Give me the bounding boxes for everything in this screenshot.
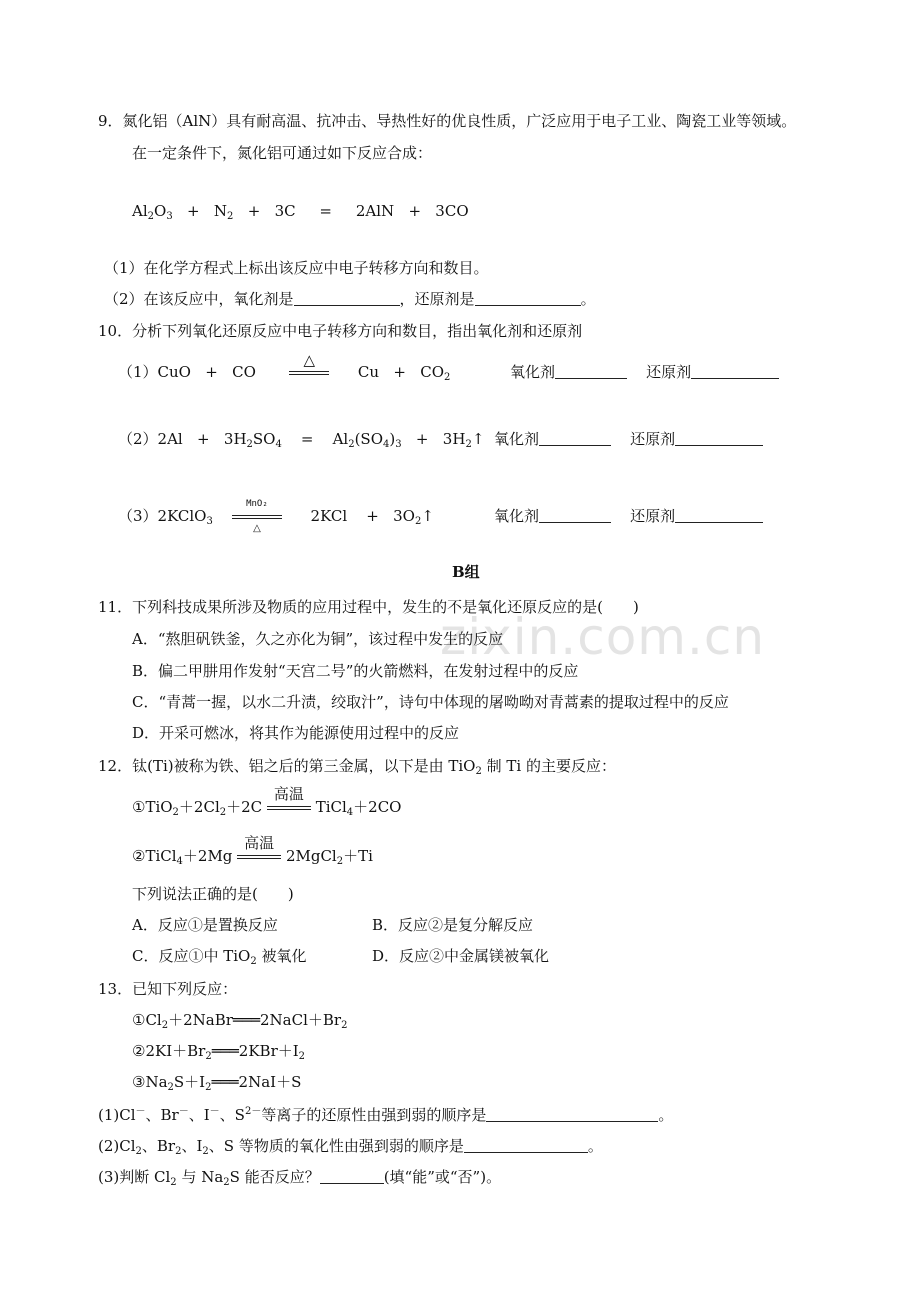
q12-option-c-text: C．反应①中 TiO: [132, 947, 251, 965]
q12-r2-condition: 高温: [244, 834, 275, 852]
q12-reaction2: ②TiCl$_4$＋2Mg 高温 2MgCl$_2$＋Ti: [132, 834, 373, 867]
q9-part2-end: 。: [580, 290, 596, 308]
q12-r1-arrow: [267, 785, 311, 810]
q13-p1-b: 、Br: [145, 1106, 179, 1124]
q12-r1-condition: 高温: [273, 785, 304, 803]
q10-eq3-oxidant-label: 氧化剂: [494, 507, 540, 525]
q10-eq3-answers: [494, 506, 763, 526]
q12-reaction1: $①TiO_2+2Cl_2+2C$ 高温 TiCl$_4$＋2CO: [132, 785, 402, 818]
q10-eq3-reductant-blank[interactable]: [675, 508, 763, 523]
q13-part1: (1)Cl－、Br－、I－、$S^{2-}$等离子的还原性由强到弱的顺序是 。: [98, 1106, 674, 1124]
q10-eq2-reductant-label: 还原剂: [630, 430, 676, 448]
q13-p2-b: 、Br: [141, 1137, 176, 1155]
watermark: zixin.com.cn: [440, 608, 766, 666]
section-b-heading: B组: [452, 563, 480, 581]
q13-p2-d: 、S 等物质的氧化性由强到弱的顺序是: [208, 1137, 464, 1155]
q11-option-d[interactable]: D．开采可燃冰，将其作为能源使用过程中的反应: [132, 724, 460, 742]
q10-eq1-reductant-blank[interactable]: [691, 364, 779, 379]
q13-p2-e: 。: [587, 1137, 603, 1155]
q10-eq2-reductant-blank[interactable]: [675, 431, 763, 446]
q13-p3-a: (3)判断 Cl: [98, 1168, 171, 1186]
q11-option-b[interactable]: B．偏二甲肼用作发射“天宫二号”的火箭燃料，在发射过程中的反应: [132, 662, 579, 680]
q10-label1: （1）: [118, 363, 158, 381]
q10-eq2-oxidant-label: 氧化剂: [494, 430, 540, 448]
q11-option-a[interactable]: A．“熬胆矾铁釜，久之亦化为铜”，该过程中发生的反应: [132, 630, 504, 648]
q10-eq1: （1）CuO + CO △ $Cu + CO_2$: [118, 351, 451, 383]
q11-title: 11．下列科技成果所涉及物质的应用过程中，发生的不是氧化还原反应的是( ): [98, 598, 639, 616]
q10-eq1-arrow: [289, 351, 329, 375]
q13-p1-c: 、I: [188, 1106, 210, 1124]
q10-label3: （3）: [118, 507, 158, 525]
q9-equation: $Al_2O_3 + N_2 + 3C$ = 2AlN + 3CO: [132, 202, 469, 222]
q10-eq3: （3）2KClO$_3$ MnO₂ △ 2KCl + $3O_2↑$: [118, 506, 434, 526]
q10-eq2-answers: [494, 429, 763, 449]
q9-line2: 在一定条件下，氮化铝可通过如下反应合成：: [132, 144, 433, 162]
q13-p1-e: 等离子的还原性由强到弱的顺序是: [261, 1106, 487, 1124]
q10-eq2-oxidant-blank[interactable]: [539, 431, 611, 446]
q10-eq2: $(2)2Al + 3H_2SO_4$ = $Al_2(SO_4)_3$ + $3H_2↑$: [118, 430, 485, 450]
q13-p2-blank[interactable]: [464, 1138, 588, 1153]
q13-reaction1: $①Cl_2+2NaBr═══2NaCl+Br_2$: [132, 1011, 348, 1031]
q10-eq1-oxidant-label: 氧化剂: [510, 363, 556, 381]
q9-part2-mid: ，还原剂是: [399, 290, 475, 308]
q13-part2: $(2)Cl_2$、$Br_2$、$I_2$、S 等物质的氧化性由强到弱的顺序是 。: [98, 1137, 603, 1157]
q10-eq3-heat: △: [253, 523, 261, 534]
q10-eq1-answers: [510, 362, 779, 382]
q13-p1-a: (1)Cl: [98, 1106, 136, 1124]
q13-part3: (3)判断 $Cl_2$ 与 $Na_2S$ 能否反应？ (填“能”或“否”)。: [98, 1168, 502, 1188]
q9-reductant-blank[interactable]: [475, 291, 581, 306]
q12-title: 12．钛(Ti)被称为铁、铝之后的第三金属，以下是由 TiO$_2$ 制 Ti 的主要反应：: [98, 757, 616, 777]
q13-p2-a: (2)Cl: [98, 1137, 136, 1155]
q10-eq1-oxidant-blank[interactable]: [555, 364, 627, 379]
q12-option-a[interactable]: A．反应①是置换反应: [132, 916, 278, 934]
q11-option-c[interactable]: C．“青蒿一握，以水二升渍，绞取汁”，诗句中体现的屠呦呦对青蒿素的提取过程中的反应: [132, 693, 729, 711]
q13-reaction2: $②2KI+Br_2═══2KBr+I_2$: [132, 1042, 306, 1062]
q9-part2: [104, 289, 596, 309]
q10-title: 10．分析下列氧化还原反应中电子转移方向和数目，指出氧化剂和还原剂: [98, 322, 583, 340]
q10-eq1-condition: △: [303, 351, 316, 369]
q12-ask: 下列说法正确的是( ): [132, 885, 294, 903]
q12-option-c[interactable]: C．反应①中 TiO$_2$ 被氧化: [132, 947, 307, 967]
q13-title: 13．已知下列反应：: [98, 980, 238, 998]
q10-eq3-reductant-label: 还原剂: [630, 507, 676, 525]
q12-option-c-end: 被氧化: [256, 947, 307, 965]
q12-title-end: 制 Ti 的主要反应：: [481, 757, 616, 775]
q13-reaction3: $③Na_2S+I_2═══2NaI+S$: [132, 1073, 302, 1093]
q13-p1-d: 、S: [219, 1106, 245, 1124]
q10-eq3-oxidant-blank[interactable]: [539, 508, 611, 523]
q10-eq3-catalyst: MnO₂: [246, 499, 268, 509]
q13-p3-b: 与 Na: [176, 1168, 224, 1186]
q13-p3-c: S 能否反应？: [229, 1168, 320, 1186]
q10-eq3-arrow: [232, 499, 282, 534]
q12-option-b[interactable]: B．反应②是复分解反应: [372, 916, 534, 934]
q9-part1: （1）在化学方程式上标出该反应中电子转移方向和数目。: [104, 259, 489, 277]
q10-eq1-reductant-label: 还原剂: [646, 363, 692, 381]
q9-part2-text: （2）在该反应中，氧化剂是: [104, 290, 294, 308]
q10-label2: （2）: [118, 430, 158, 448]
q13-p1-f: 。: [658, 1106, 674, 1124]
q12-r2-arrow: [237, 834, 281, 859]
q13-p3-blank[interactable]: [320, 1169, 384, 1184]
q13-p3-d: (填“能”或“否”)。: [383, 1168, 502, 1186]
q9-line1: 9．氮化铝（AlN）具有耐高温、抗冲击、导热性好的优良性质，广泛应用于电子工业、陶瓷工业等领域。: [98, 112, 797, 130]
q12-option-d[interactable]: D．反应②中金属镁被氧化: [372, 947, 550, 965]
q13-p1-blank[interactable]: [486, 1107, 658, 1122]
q9-oxidant-blank[interactable]: [294, 291, 400, 306]
q13-p2-c: 、I: [181, 1137, 203, 1155]
q12-title-text: 12．钛(Ti)被称为铁、铝之后的第三金属，以下是由 TiO: [98, 757, 476, 775]
